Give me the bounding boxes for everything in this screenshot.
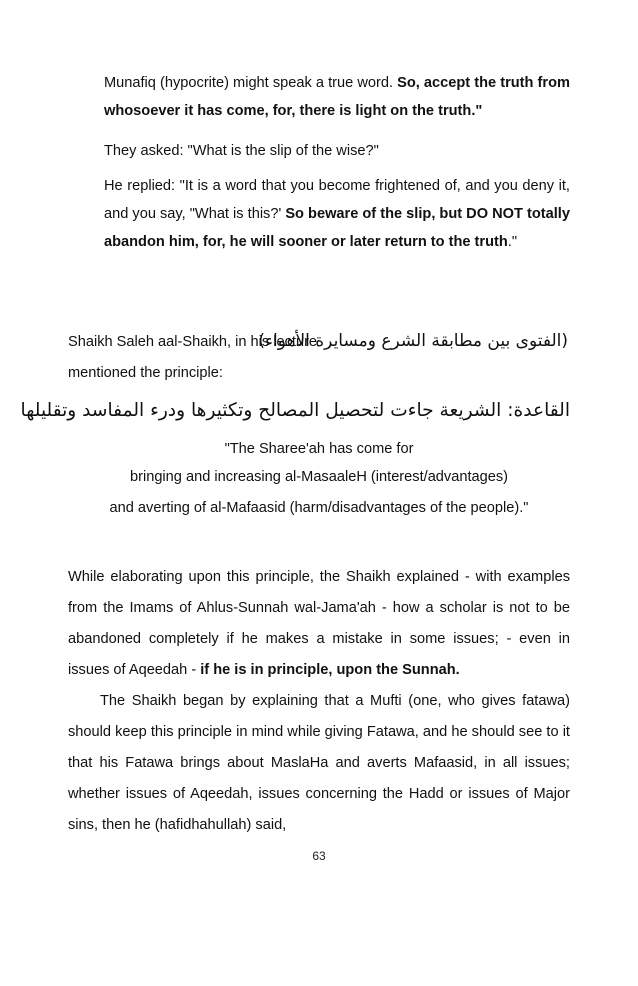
quote-reply-end: ." [507,234,518,250]
quote-paragraph-1 [104,69,570,125]
page-number: 63 [312,849,326,863]
translation-line-3: and averting of al-Mafaasid (harm/disadvantages of the people)." [109,500,529,516]
explanation-paragraph: The Shaikh began by explaining that a Mufti (one, who gives fatawa) should keep this principle in mind while giving Fatawa, and he should see to it that his Fatawa brings about MaslaHa and averts Mafaasid, in all issues; whether issues of Aqeedah, issues concerning the Hadd or issues of Major sins, then he (hafidhahullah) said, [68,693,570,833]
quote-reply-bold: So beware of the slip, but DO NOT totally abandon him, for, he will sooner or later return to the truth [104,206,570,250]
quote-reply [104,172,570,256]
lecture-intro: Shaikh Saleh aal-Shaikh, in his lecture [68,334,318,350]
translation-line-1: "The Sharee'ah has come for [224,441,414,457]
lecture-mentioned: mentioned the principle: [68,365,223,381]
quote-line1-bold: So, accept the truth from whosoever it has come, for, there is light on the truth. [104,75,570,119]
quote-line1-end: " [475,103,483,119]
quote-question: They asked: "What is the slip of the wise?" [104,143,379,159]
elaboration-normal: While elaborating upon this principle, the Shaikh explained - with examples from the Imams of Ahlus-Sunnah wal-Jama'ah - how a scholar is not to be abandoned completely if he makes a mistake in some issues; - even in issues of Aqeedah - [68,569,570,678]
arabic-lecture-title: (الفتوى بين مطابقة الشرع ومسايرة الأهواء) [258,331,568,351]
translation-line-2: bringing and increasing al-MasaaleH (interest/advantages) [129,469,509,485]
quote-line1-normal: Munafiq (hypocrite) might speak a true word. [104,75,398,91]
quote-reply-normal: He replied: "It is a word that you become frightened of, and you deny it, and you say, "What is this?' [104,178,570,222]
elaboration-bold: if he is in principle, upon the Sunnah. [200,662,460,678]
elaboration-paragraph [68,562,570,686]
arabic-principle: القاعدة: الشريعة جاءت لتحصيل المصالح وتكثيرها ودرء المفاسد وتقليلها [20,400,570,421]
